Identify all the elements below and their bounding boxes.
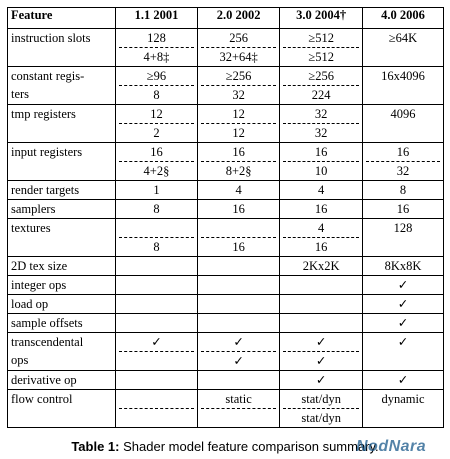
value-cell — [197, 314, 280, 333]
value-cell — [116, 200, 198, 219]
value-cell — [362, 314, 443, 333]
cell-value: 10 — [283, 161, 359, 180]
feature-name-cell — [8, 257, 116, 276]
table-row — [8, 143, 444, 181]
cell-value: 32 — [283, 123, 359, 142]
cell-value: ✓ — [397, 278, 409, 292]
value-cell — [197, 181, 280, 200]
value-cell — [116, 333, 198, 371]
table-row — [8, 390, 444, 428]
cell-value — [283, 314, 359, 332]
value-cell — [280, 295, 363, 314]
cell-value — [283, 295, 359, 313]
value-cell — [116, 29, 198, 67]
value-cell — [197, 143, 280, 181]
value-cell — [116, 219, 198, 257]
value-cell — [197, 200, 280, 219]
cell-value: 32+64‡ — [201, 47, 277, 66]
cell-value — [119, 390, 194, 408]
feature-name: transcendental — [11, 335, 84, 349]
table-row — [8, 295, 444, 314]
cell-value: ≥512 — [283, 47, 359, 66]
cell-value: 128 — [147, 31, 166, 45]
value-cell — [280, 276, 363, 295]
value-cell — [116, 295, 198, 314]
value-cell — [362, 257, 443, 276]
cell-value: ✓ — [233, 335, 244, 349]
cell-value: ✓ — [283, 351, 359, 370]
header-sm-2-0: 2.0 2002 — [197, 8, 280, 29]
cell-value: 16 — [396, 202, 410, 216]
feature-name: load op — [11, 297, 49, 311]
cell-value: static — [225, 392, 252, 406]
feature-name-cell — [8, 295, 116, 314]
value-cell — [197, 257, 280, 276]
cell-value: ✓ — [151, 335, 162, 349]
feature-name: tmp registers — [11, 107, 76, 121]
cell-value — [119, 371, 194, 389]
header-sm-4-0: 4.0 2006 — [362, 8, 443, 29]
value-cell — [362, 219, 443, 257]
watermark-logo: NodNara — [356, 438, 427, 455]
feature-name: constant regis- — [11, 69, 85, 83]
cell-value: 1 — [153, 183, 160, 197]
value-cell — [116, 105, 198, 143]
cell-value: 32 — [366, 161, 440, 180]
value-cell — [197, 276, 280, 295]
value-cell — [197, 371, 280, 390]
cell-value: 16 — [232, 145, 245, 159]
cell-value: ✓ — [315, 335, 327, 349]
cell-value — [283, 276, 359, 294]
feature-name-cell — [8, 105, 116, 143]
cell-value: ✓ — [397, 297, 409, 311]
cell-value: 4 — [235, 183, 242, 197]
cell-value — [119, 408, 194, 427]
feature-name: render targets — [11, 183, 80, 197]
value-cell — [362, 390, 443, 428]
feature-name: flow control — [11, 392, 73, 406]
header-sm-1-1: 1.1 2001 — [116, 8, 198, 29]
cell-value — [201, 219, 277, 237]
value-cell — [116, 390, 198, 428]
feature-name-cell — [8, 219, 116, 257]
cell-value: 8 — [119, 237, 194, 256]
cell-value: ✓ — [397, 335, 409, 349]
value-cell — [280, 67, 363, 105]
table-row — [8, 219, 444, 257]
header-sm-3-0: 3.0 2004† — [280, 8, 363, 29]
cell-value: 16 — [201, 237, 277, 256]
cell-value: ≥64K — [388, 31, 418, 45]
cell-value: 4 — [318, 221, 325, 235]
feature-name: textures — [11, 221, 51, 235]
feature-name-cell — [8, 276, 116, 295]
cell-value: stat/dyn — [283, 408, 359, 427]
cell-value: 12 — [201, 123, 277, 142]
feature-name: ops — [11, 353, 29, 367]
value-cell — [280, 390, 363, 428]
value-cell — [362, 295, 443, 314]
cell-value: 32 — [201, 85, 277, 104]
feature-name: derivative op — [11, 373, 77, 387]
cell-value — [119, 257, 194, 275]
cell-value: 4+2§ — [119, 161, 194, 180]
value-cell — [197, 105, 280, 143]
cell-value: stat/dyn — [301, 392, 341, 406]
feature-name-cell — [8, 390, 116, 428]
cell-value: 16 — [150, 145, 163, 159]
header-feature: Feature — [8, 8, 116, 29]
caption-label: Table 1: — [71, 439, 120, 454]
value-cell — [116, 143, 198, 181]
feature-name-cell — [8, 200, 116, 219]
cell-value: 12 — [150, 107, 163, 121]
feature-name: ters — [11, 87, 30, 101]
cell-value: 4+8‡ — [119, 47, 194, 66]
value-cell — [197, 390, 280, 428]
cell-value — [119, 276, 194, 294]
feature-name: samplers — [11, 202, 56, 216]
cell-value: ✓ — [397, 373, 409, 387]
cell-value: 32 — [314, 107, 328, 121]
feature-name: input registers — [11, 145, 83, 159]
cell-value: 8 — [399, 183, 407, 197]
feature-name: 2D tex size — [11, 259, 68, 273]
table-body — [8, 29, 444, 428]
value-cell — [280, 29, 363, 67]
value-cell — [280, 219, 363, 257]
cell-value: ≥256 — [225, 69, 252, 83]
cell-value: 16 — [283, 237, 359, 256]
feature-name: integer ops — [11, 278, 67, 292]
value-cell — [116, 371, 198, 390]
cell-value — [119, 314, 194, 332]
value-cell — [116, 181, 198, 200]
value-cell — [362, 143, 443, 181]
value-cell — [362, 181, 443, 200]
cell-value: dynamic — [381, 392, 425, 406]
cell-value: 128 — [393, 221, 413, 235]
cell-value: ✓ — [397, 316, 409, 330]
cell-value: 16 — [396, 145, 410, 159]
cell-value: 12 — [232, 107, 245, 121]
table-row — [8, 29, 444, 67]
table-row — [8, 181, 444, 200]
cell-value: ✓ — [201, 351, 277, 370]
value-cell — [362, 371, 443, 390]
feature-name-cell — [8, 333, 116, 371]
cell-value: ✓ — [315, 373, 327, 387]
value-cell — [197, 295, 280, 314]
cell-value: 4 — [318, 183, 325, 197]
table-row — [8, 371, 444, 390]
value-cell — [280, 257, 363, 276]
value-cell — [116, 257, 198, 276]
cell-value: ≥512 — [308, 31, 334, 45]
value-cell — [197, 29, 280, 67]
feature-name-cell — [8, 29, 116, 67]
value-cell — [197, 333, 280, 371]
table-row — [8, 333, 444, 371]
feature-name-cell — [8, 143, 116, 181]
value-cell — [280, 371, 363, 390]
cell-value: 4096 — [390, 107, 416, 121]
feature-name-cell — [8, 314, 116, 333]
cell-value: 224 — [283, 85, 359, 104]
table-row — [8, 314, 444, 333]
cell-value — [201, 295, 277, 313]
value-cell — [362, 333, 443, 371]
value-cell — [197, 219, 280, 257]
cell-value: 16 — [314, 202, 328, 216]
value-cell — [116, 276, 198, 295]
value-cell — [362, 276, 443, 295]
feature-name-cell — [8, 67, 116, 105]
cell-value: 16 — [232, 202, 245, 216]
value-cell — [362, 29, 443, 67]
table-row — [8, 276, 444, 295]
cell-value: 256 — [229, 31, 248, 45]
value-cell — [197, 67, 280, 105]
value-cell — [280, 143, 363, 181]
value-cell — [116, 67, 198, 105]
value-cell — [280, 314, 363, 333]
cell-value — [119, 295, 194, 313]
table-row — [8, 200, 444, 219]
feature-name: sample offsets — [11, 316, 83, 330]
cell-value — [201, 276, 277, 294]
cell-value: ≥96 — [146, 69, 167, 83]
table-row — [8, 67, 444, 105]
cell-value — [201, 257, 277, 275]
value-cell — [362, 200, 443, 219]
table-row — [8, 257, 444, 276]
value-cell — [362, 105, 443, 143]
cell-value — [201, 314, 277, 332]
cell-value — [119, 351, 194, 370]
cell-value: 2Kx2K — [302, 259, 340, 273]
value-cell — [280, 200, 363, 219]
value-cell — [280, 105, 363, 143]
value-cell — [280, 181, 363, 200]
cell-value — [119, 219, 194, 237]
cell-value: 2 — [119, 123, 194, 142]
value-cell — [116, 314, 198, 333]
feature-name: instruction slots — [11, 31, 91, 45]
cell-value: 8 — [153, 202, 160, 216]
cell-value: ≥256 — [308, 69, 334, 83]
feature-name-cell — [8, 371, 116, 390]
value-cell — [362, 67, 443, 105]
cell-value: 8Kx8K — [384, 259, 422, 273]
table-row — [8, 105, 444, 143]
feature-name-cell — [8, 181, 116, 200]
caption-text: Shader model feature comparison summary. — [123, 439, 379, 454]
cell-value: 8 — [119, 85, 194, 104]
cell-value: 8+2§ — [201, 161, 277, 180]
cell-value: 16x4096 — [381, 69, 425, 83]
table-header-row — [8, 8, 444, 29]
feature-comparison-table — [7, 7, 444, 428]
cell-value: 16 — [314, 145, 328, 159]
cell-value — [201, 408, 277, 427]
value-cell — [280, 333, 363, 371]
cell-value — [201, 371, 277, 389]
